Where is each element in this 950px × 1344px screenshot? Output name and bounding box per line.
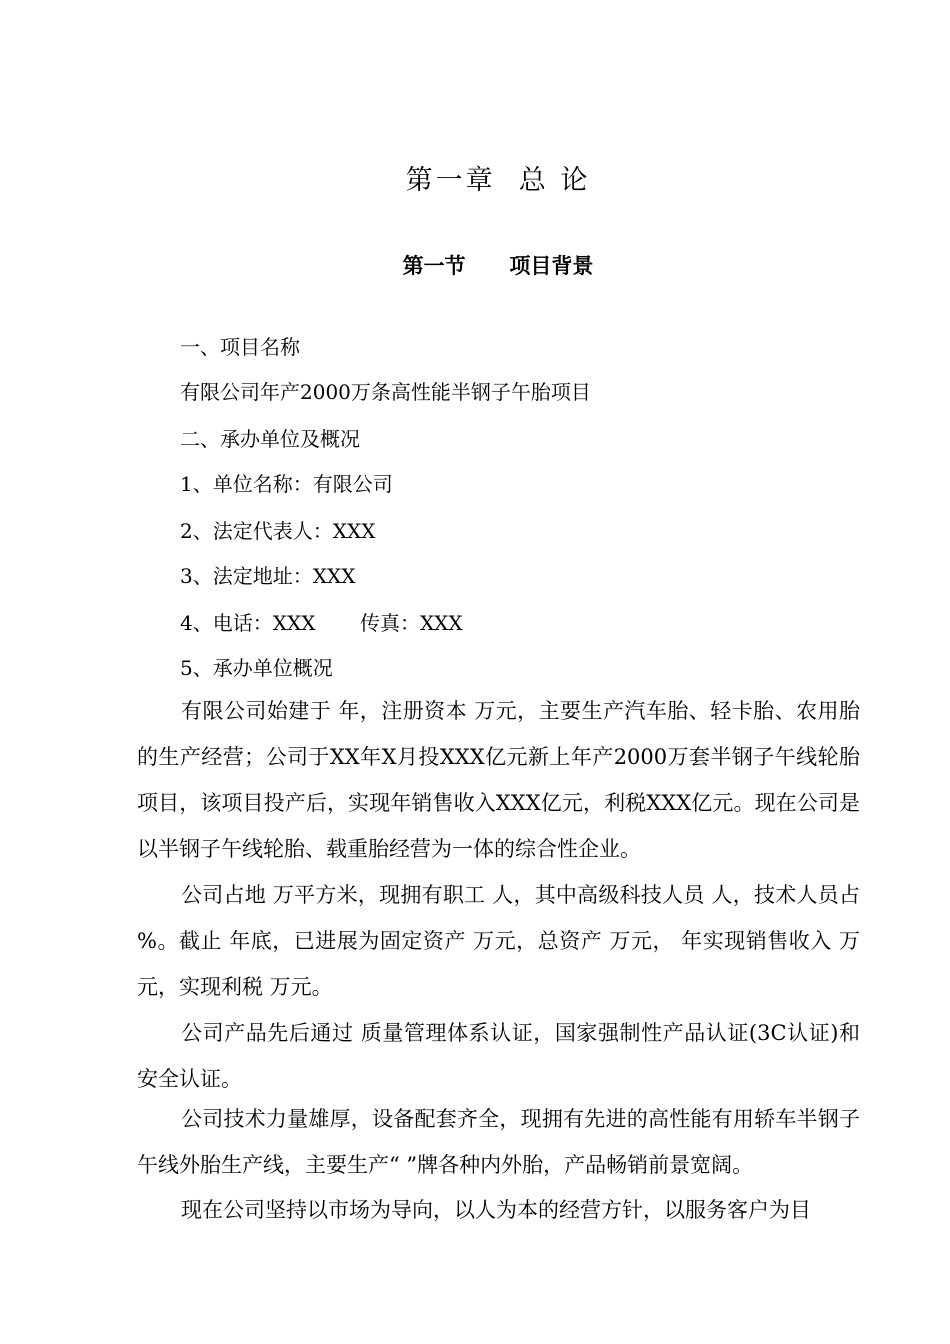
phone-fax-line: 4、电话：XXX 传真：XXX: [180, 611, 463, 635]
unit-name-line: 1、单位名称：有限公司: [180, 472, 393, 496]
legal-address-line: 3、法定地址：XXX: [180, 564, 356, 588]
organizer-overview-heading: 5、承办单位概况: [180, 656, 333, 680]
business-policy-paragraph: 现在公司坚持以市场为导向，以人为本的经营方针，以服务客户为目: [181, 1198, 811, 1222]
project-name-text: 有限公司年产2000万条高性能半钢子午胎项目: [180, 380, 591, 404]
company-scale-paragraph: 公司占地 万平方米，现拥有职工 人，其中高级科技人员 人，技术人员占 %。截止 年底，已进展为固定资产 万元，总资产 万元， 年实现销售收入 万元，实现利税 万元。: [137, 883, 860, 999]
heading-organizer-overview: 二、承办单位及概况: [180, 427, 360, 451]
heading-project-name: 一、项目名称: [180, 335, 300, 359]
certification-paragraph: 公司产品先后通过 质量管理体系认证，国家强制性产品认证(3C认证)和安全认证。: [137, 1021, 860, 1091]
chapter-title: 第一章 总 论: [405, 165, 591, 196]
section-title: 第一节 项目背景: [402, 254, 594, 278]
technical-strength-paragraph: 公司技术力量雄厚，设备配套齐全，现拥有先进的高性能有用轿车半钢子午线外胎生产线，主要生产“ ”牌各种内外胎，产品畅销前景宽阔。: [137, 1107, 860, 1177]
company-history-paragraph: 有限公司始建于 年，注册资本 万元，主要生产汽车胎、轻卡胎、农用胎的生产经营；公司于XX年X月投XXX亿元新上年产2000万套半钢子午线轮胎项目，该项目投产后，实现年销售收入XXX亿元，利税XXX亿元。现在公司是以半钢子午线轮胎、载重胎经营为一体的综合性企业。: [137, 699, 860, 861]
legal-representative-line: 2、法定代表人：XXX: [180, 519, 376, 543]
